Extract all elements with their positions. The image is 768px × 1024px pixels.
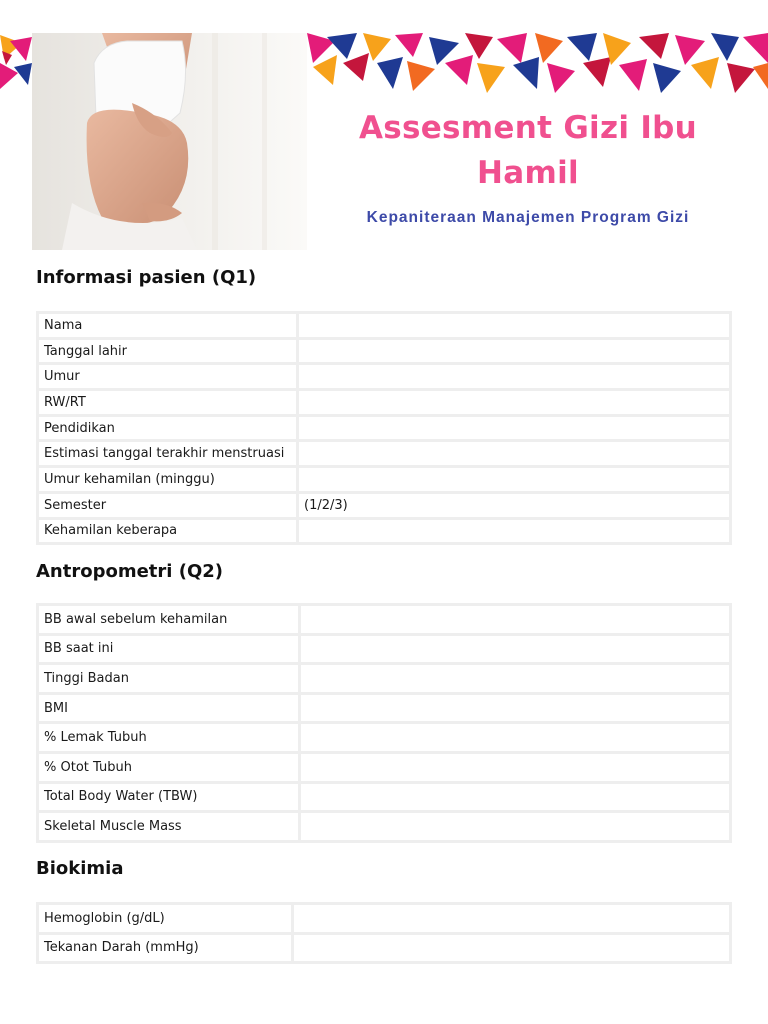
field-value[interactable] bbox=[298, 338, 731, 364]
table-row bbox=[38, 364, 731, 390]
table-row bbox=[38, 693, 731, 723]
field-label: Semester bbox=[38, 492, 298, 518]
table-row bbox=[38, 933, 731, 963]
field-label: Nama bbox=[38, 313, 298, 339]
section-title-biokimia: Biokimia bbox=[36, 858, 124, 879]
field-label: Umur kehamilan (minggu) bbox=[38, 467, 298, 493]
field-label: Tinggi Badan bbox=[38, 664, 300, 694]
field-value[interactable] bbox=[293, 904, 731, 934]
page-title: Assesment Gizi Ibu Hamil bbox=[358, 110, 698, 191]
table-row bbox=[38, 467, 731, 493]
table-row bbox=[38, 415, 731, 441]
field-label: BB awal sebelum kehamilan bbox=[38, 605, 300, 635]
field-value[interactable] bbox=[298, 364, 731, 390]
field-label: Kehamilan keberapa bbox=[38, 518, 298, 544]
pregnant-woman-photo bbox=[32, 33, 307, 250]
field-label: % Otot Tubuh bbox=[38, 752, 300, 782]
table-row bbox=[38, 812, 731, 842]
field-value[interactable] bbox=[300, 664, 731, 694]
table-row bbox=[38, 634, 731, 664]
section-title-antropometri: Antropometri (Q2) bbox=[36, 561, 224, 582]
field-value[interactable] bbox=[298, 390, 731, 416]
confetti-decoration-right bbox=[307, 33, 768, 95]
antropometri-table bbox=[36, 603, 732, 843]
table-row bbox=[38, 605, 731, 635]
page-subtitle: Kepaniteraan Manajemen Program Gizi bbox=[366, 209, 690, 226]
field-label: BMI bbox=[38, 693, 300, 723]
informasi-pasien-table bbox=[36, 311, 732, 545]
field-value[interactable] bbox=[298, 467, 731, 493]
field-label: % Lemak Tubuh bbox=[38, 723, 300, 753]
table-row bbox=[38, 782, 731, 812]
table-row bbox=[38, 390, 731, 416]
field-label: Total Body Water (TBW) bbox=[38, 782, 300, 812]
field-label: RW/RT bbox=[38, 390, 298, 416]
field-value[interactable] bbox=[300, 723, 731, 753]
table-row bbox=[38, 723, 731, 753]
field-value[interactable] bbox=[293, 933, 731, 963]
table-row bbox=[38, 338, 731, 364]
field-label: Skeletal Muscle Mass bbox=[38, 812, 300, 842]
field-value[interactable] bbox=[300, 782, 731, 812]
field-label: Hemoglobin (g/dL) bbox=[38, 904, 293, 934]
field-value[interactable] bbox=[298, 441, 731, 467]
biokimia-table bbox=[36, 902, 732, 964]
field-value[interactable] bbox=[300, 752, 731, 782]
confetti-decoration-left bbox=[0, 33, 32, 93]
field-label: Tekanan Darah (mmHg) bbox=[38, 933, 293, 963]
field-label: BB saat ini bbox=[38, 634, 300, 664]
table-row bbox=[38, 752, 731, 782]
field-value[interactable] bbox=[300, 812, 731, 842]
table-row bbox=[38, 441, 731, 467]
field-label: Estimasi tanggal terakhir menstruasi bbox=[38, 441, 298, 467]
table-row bbox=[38, 313, 731, 339]
field-label: Tanggal lahir bbox=[38, 338, 298, 364]
table-row bbox=[38, 664, 731, 694]
table-row bbox=[38, 904, 731, 934]
field-value[interactable]: (1/2/3) bbox=[298, 492, 731, 518]
field-label: Pendidikan bbox=[38, 415, 298, 441]
field-label: Umur bbox=[38, 364, 298, 390]
field-value[interactable] bbox=[298, 415, 731, 441]
table-row bbox=[38, 492, 731, 518]
field-value[interactable] bbox=[300, 693, 731, 723]
field-value[interactable] bbox=[300, 605, 731, 635]
field-value[interactable] bbox=[298, 518, 731, 544]
table-row bbox=[38, 518, 731, 544]
field-value[interactable] bbox=[300, 634, 731, 664]
section-title-informasi-pasien: Informasi pasien (Q1) bbox=[36, 267, 257, 288]
field-value[interactable] bbox=[298, 313, 731, 339]
